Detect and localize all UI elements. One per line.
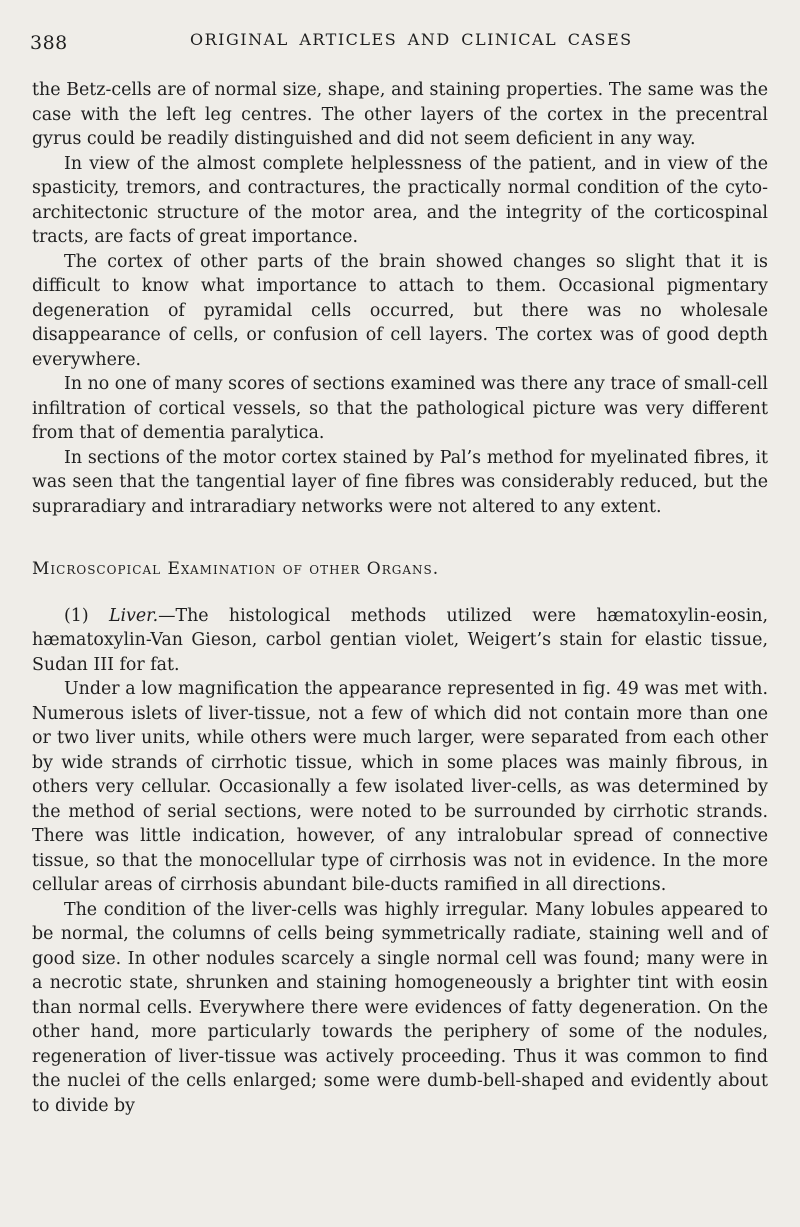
liver-label: Liver. (108, 605, 159, 626)
page-number: 388 (30, 32, 68, 54)
paragraph: In view of the almost complete helplessness of the patient, and in view of the spasticity, tremors, and contractures, the practically normal condition of the cyto-architectonic structure of the motor area, and the integrity of the corticospinal tracts, are facts of great importance. (32, 153, 768, 247)
paragraph: The condition of the liver-cells was highly irregular. Many lobules appeared to be normal, the columns of cells being symmetrically radiate, staining well and of good size. In other nodules scarcely a single normal cell was found; many were in a necrotic state, shrunken and staining homogeneously a brighter tint with eosin than normal cells. Everywhere there were evidences of fatty degeneration. On the other hand, more particularly towards the periphery of some of the nodules, regeneration of liver-tissue was actively proceeding. Thus it was common to find the nuclei of the cells enlarged; some were dumb-bell-shaped and evidently about to divide by (32, 899, 768, 1116)
liver-paragraph (32, 604, 768, 678)
section-heading: Microscopical Examination of other Organs. (32, 559, 440, 579)
body-text (32, 78, 768, 1118)
liver-number: (1) (64, 605, 109, 626)
running-head: ORIGINAL ARTICLES AND CLINICAL CASES (190, 30, 633, 49)
paragraph: The cortex of other parts of the brain showed changes so slight that it is difficult to know what importance to attach to them. Occasional pigmentary degeneration of pyramidal cells occurred, but there was no wholesale disappearance of cells, or confusion of cell layers. The cortex was of good depth everywhere. (32, 251, 768, 370)
paragraph: In sections of the motor cortex stained by Pal’s method for myelinated fibres, it was seen that the tangential layer of fine fibres was considerably reduced, but the supraradiary and intraradiary networks were not altered to any extent. (32, 447, 768, 517)
liver-intro: —The histological methods utilized were hæmatoxylin-eosin, hæmatoxylin-Van Gieson, carbol gentian violet, Weigert’s stain for elastic tissue, Sudan III for fat. (32, 605, 768, 675)
paragraph-continued: the Betz-cells are of normal size, shape, and staining properties. The same was the case with the left leg centres. The other layers of the cortex in the precentral gyrus could be readily distinguished and did not seem deficient in any way. (32, 80, 768, 149)
paragraph: Under a low magnification the appearance represented in fig. 49 was met with. Numerous islets of liver-tissue, not a few of which did not contain more than one or two liver units, while others were much larger, were separated from each other by wide strands of cirrhotic tissue, which in some places was mainly fibrous, in others very cellular. Occasionally a few isolated liver-cells, as was determined by the method of serial sections, were noted to be surrounded by cirrhotic strands. There was little indication, however, of any intralobular spread of connective tissue, so that the monocellular type of cirrhosis was not in evidence. In the more cellular areas of cirrhosis abundant bile-ducts ramified in all directions. (32, 679, 768, 895)
paragraph: In no one of many scores of sections examined was there any trace of small-cell infiltration of cortical vessels, so that the pathological picture was very different from that of dementia paralytica. (32, 374, 768, 443)
